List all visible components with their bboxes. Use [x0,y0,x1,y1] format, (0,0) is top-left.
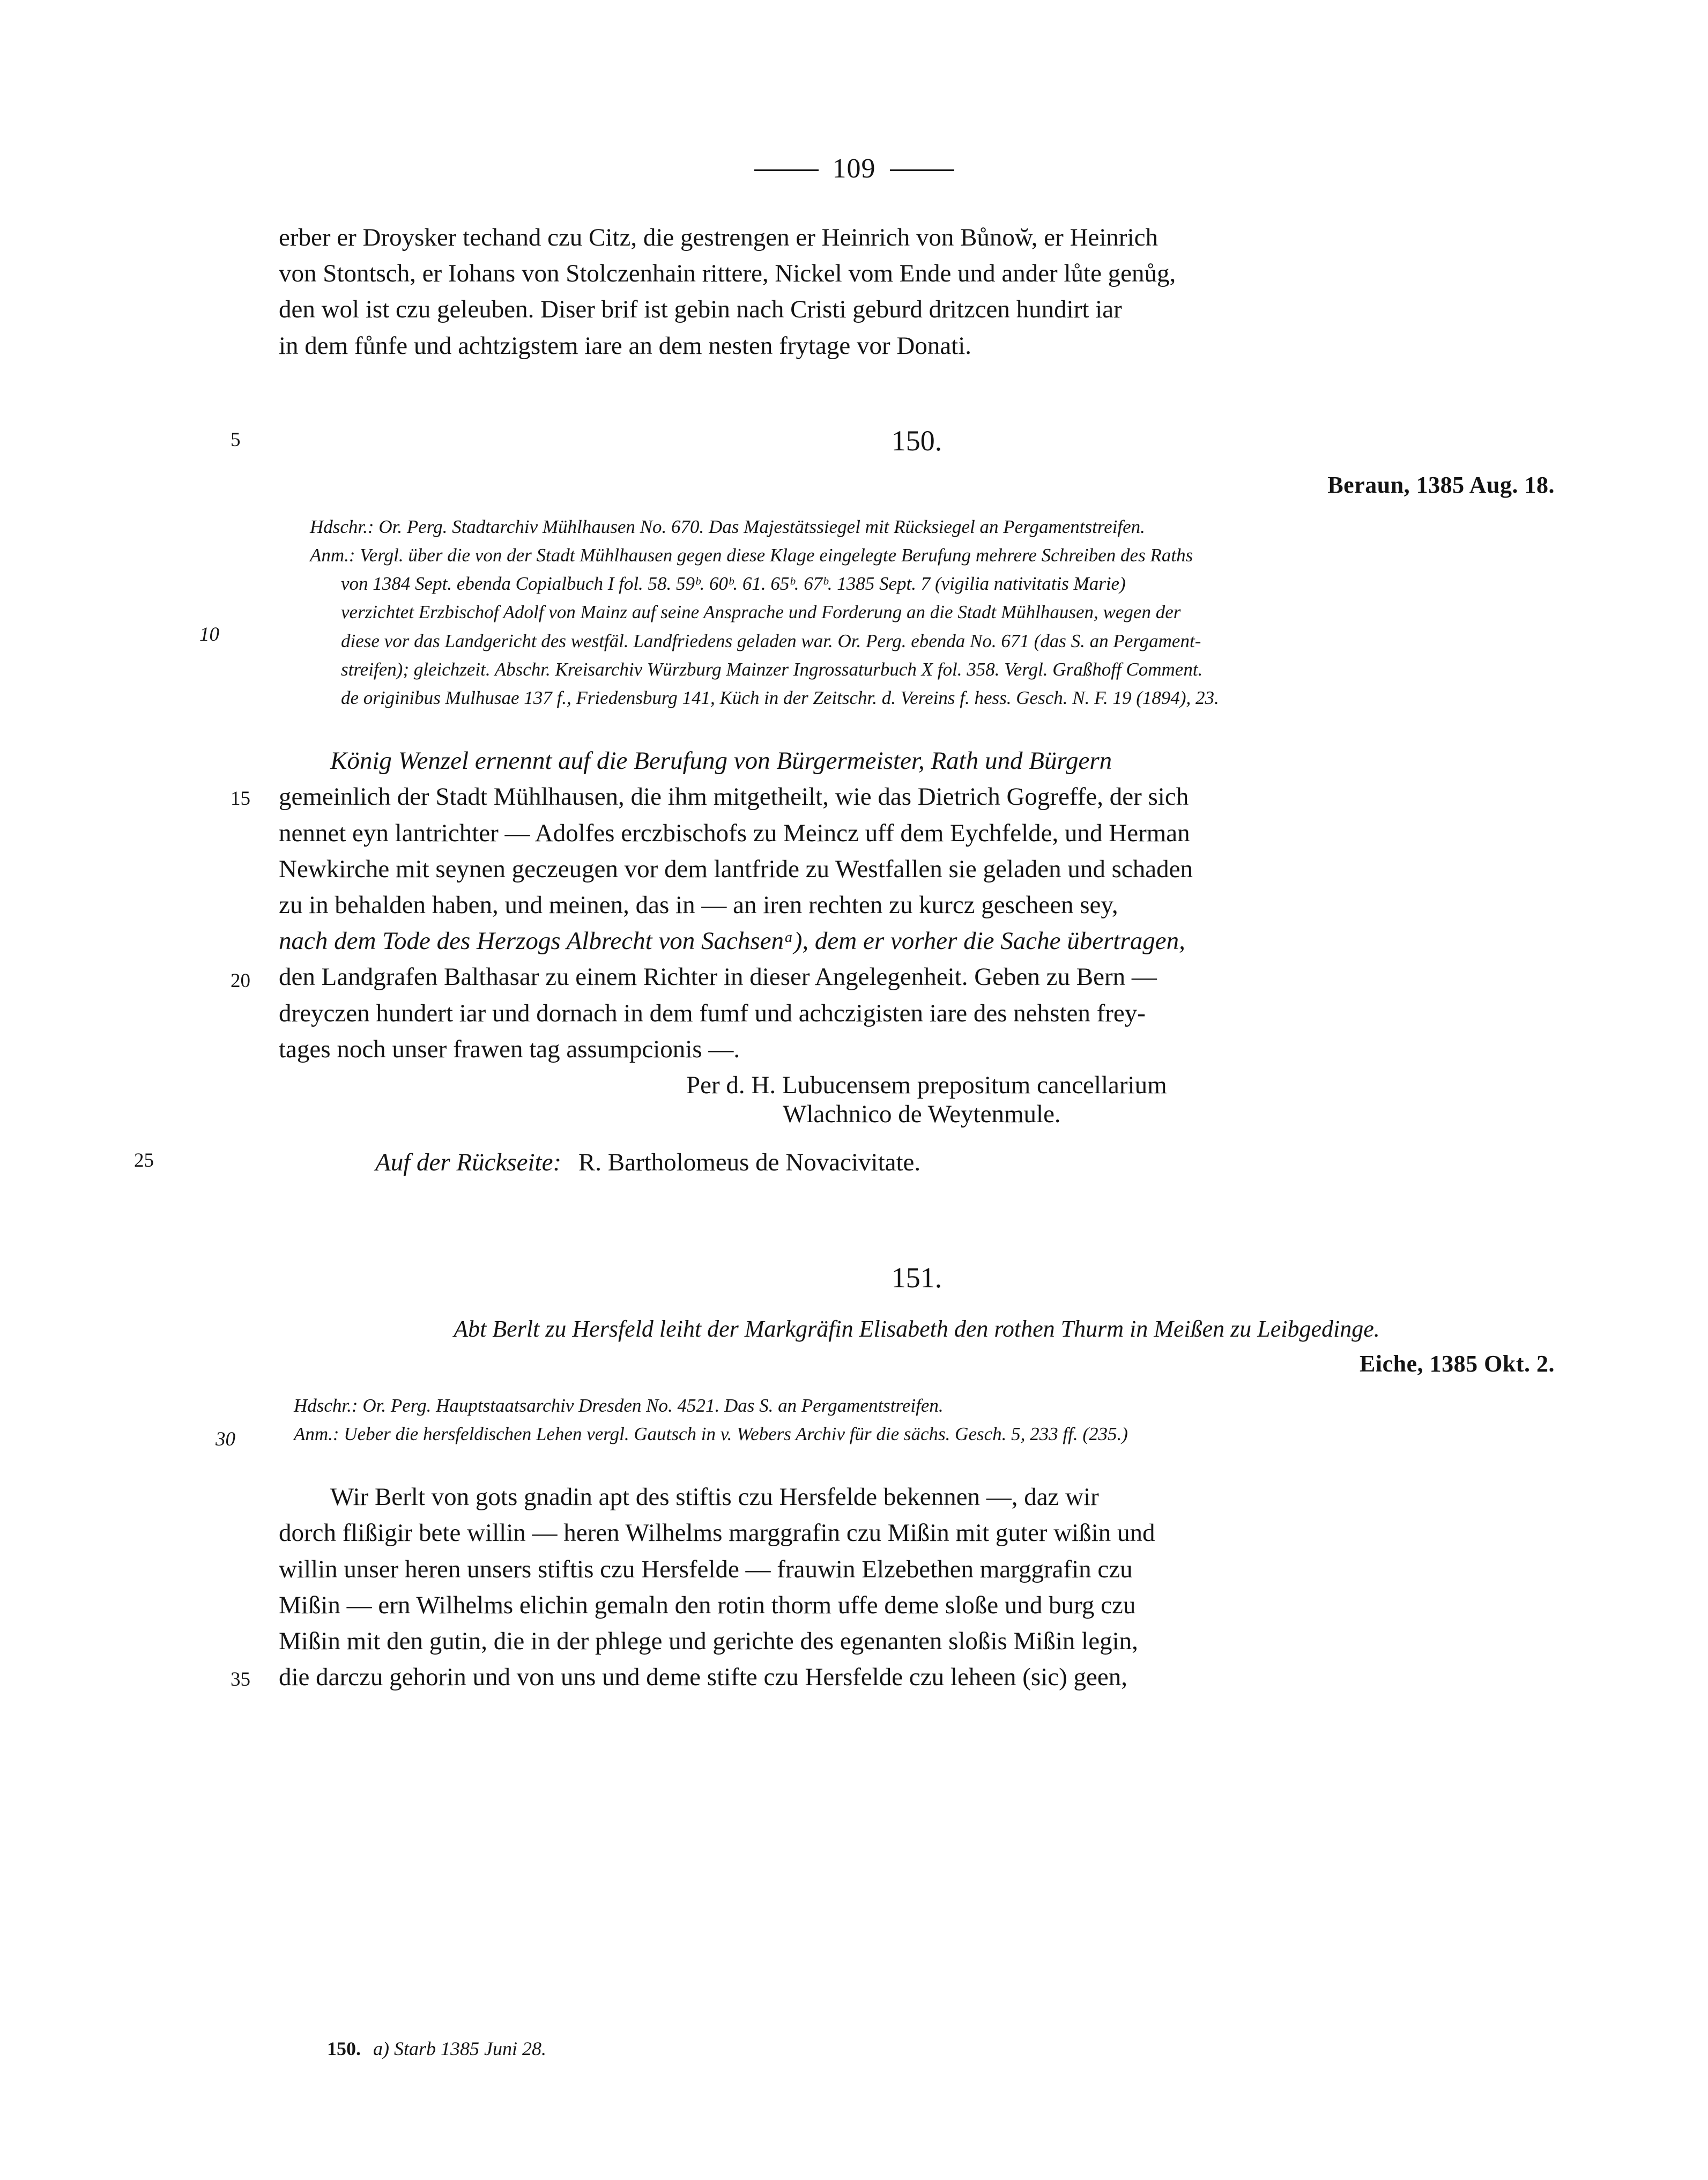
doc-150-dorsal [134,1145,1555,1181]
doc-150-line: nach dem Tode des Herzogs Albrecht von Sachsenᵃ), dem er vorher die Sache übertragen, [279,927,1185,955]
doc-150-line: nennet eyn lantrichter — Adolfes erczbischofs zu Meincz uff dem Eychfelde, und Herman [279,819,1190,847]
line-number-25: 25 [134,1149,154,1171]
top-paragraph-line: erber er Droysker techand czu Citz, die gestrengen er Heinrich von Bůnow̆, er Heinrich [279,224,1158,251]
apparatus-line: Hdschr.: Or. Perg. Stadtarchiv Mühlhausen No. 670. Das Majestätssiegel mit Rücksiegel an Pergamentstreifen. [310,516,1145,537]
doc-150-apparatus [199,513,1555,712]
apparatus-line: verzichtet Erzbischof Adolf von Mainz auf seine Ansprache und Forderung an die Stadt Mühlhausen, wegen der [341,602,1181,623]
doc-151-place-date: Eiche, 1385 Okt. 2. [1360,1350,1555,1377]
line-number-5: 5 [231,428,241,451]
doc-150-dorsal-label: Auf der Rückseite: [375,1148,562,1176]
line-number-15: 15 [231,788,250,810]
page-header [0,153,1708,184]
apparatus-line: streifen); gleichzeit. Abschr. Kreisarchiv Würzburg Mainzer Ingrossaturbuch X fol. 358. Vergl. Graßhoff Comment. [341,658,1203,680]
doc-150-number: 150. [891,424,942,457]
doc-150-dorsal-text: R. Bartholomeus de Novacivitate. [578,1148,921,1176]
apparatus-line: Anm.: Vergl. über die von der Stadt Mühlhausen gegen diese Klage eingelegte Berufung mehrere Schreiben des Raths [310,545,1193,566]
apparatus-line: Anm.: Ueber die hersfeldischen Lehen vergl. Gautsch in v. Webers Archiv für die sächs. Gesch. 5, 233 ff. (235.) [294,1423,1128,1444]
apparatus-line: de originibus Mulhusae 137 f., Friedensburg 141, Küch in der Zeitschr. d. Vereins f. hess. Gesch. N. F. 19 (1894), 23. [341,687,1219,708]
doc-150-line: Newkirche mit seynen geczeugen vor dem lantfride zu Westfallen sie geladen und schaden [279,855,1193,883]
doc-150-line: zu in behalden haben, und meinen, das in — an iren rechten zu kurcz gescheen sey, [279,891,1118,919]
doc-151-line: Mißin — ern Wilhelms elichin gemaln den rotin thorm uffe deme sloße und burg czu [279,1591,1136,1619]
doc-150-line: den Landgrafen Balthasar zu einem Richter in dieser Angelegenheit. Geben zu Bern — [279,963,1157,991]
line-number-30: 30 [216,1428,235,1450]
footnote-ref: 150. [327,2038,361,2059]
doc-151-line: Wir Berlt von gots gnadin apt des stiftis czu Hersfelde bekennen —, daz wir [330,1483,1099,1511]
doc-150-text [231,743,1555,1067]
top-paragraph-line: von Stontsch, er Iohans von Stolczenhain rittere, Nickel vom Ende und ander lůte genůg, [279,259,1176,288]
doc-151-apparatus [216,1391,1555,1450]
header-rule-left [754,169,819,171]
doc-150-line: tages noch unser frawen tag assumpcionis —. [279,1035,740,1063]
doc-150-line: gemeinlich der Stadt Mühlhausen, die ihm mitgetheilt, wie das Dietrich Gogreffe, der sich [279,783,1189,811]
doc-151-line: willin unser heren unsers stiftis czu Hersfelde — frauwin Elzebethen marggrafin czu [279,1555,1133,1583]
doc-151-title: Abt Berlt zu Hersfeld leiht der Markgräfin Elisabeth den rothen Thurm in Meißen zu Leibgedinge. [454,1316,1380,1343]
top-paragraph [279,220,1555,364]
header-rule-right [890,169,954,171]
top-paragraph-line: in dem fůnfe und achtzigstem iare an dem nesten frytage vor Donati. [279,331,972,360]
page-number: 109 [832,153,876,184]
footnote-text: a) Starb 1385 Juni 28. [373,2038,546,2059]
doc-150-signature-line-2: Wlachnico de Weytenmule. [783,1100,1061,1128]
doc-151-line: die darczu gehorin und von uns und deme stifte czu Hersfelde czu leheen (sic) geen, [279,1663,1128,1692]
doc-151-text [231,1479,1555,1695]
footnote [327,2037,546,2060]
apparatus-line: diese vor das Landgericht des westfäl. Landfriedens geladen war. Or. Perg. ebenda No. 671 (das S. an Pergament- [341,630,1201,651]
doc-150-line: dreyczen hundert iar und dornach in dem fumf und achczigisten iare des nehsten frey- [279,999,1146,1027]
line-number-20: 20 [231,970,250,992]
doc-151-number: 151. [891,1262,942,1294]
doc-151-line: Mißin mit den gutin, die in der phlege und gerichte des egenanten sloßis Mißin legin, [279,1627,1138,1655]
line-number-10: 10 [199,623,219,646]
doc-150-number-wrap [231,424,1555,457]
top-paragraph-line: den wol ist czu geleuben. Diser brif ist gebin nach Cristi geburd dritzcen hundirt iar [279,295,1122,324]
apparatus-line: Hdschr.: Or. Perg. Hauptstaatsarchiv Dresden No. 4521. Das S. an Pergamentstreifen. [294,1395,944,1416]
doc-150-signature-line-1: Per d. H. Lubucensem prepositum cancellarium [686,1071,1167,1099]
doc-151-line: dorch flißigir bete willin — heren Wilhelms marggrafin czu Mißin mit guter wißin und [279,1519,1155,1547]
doc-150-line: König Wenzel ernennt auf die Berufung von Bürgermeister, Rath und Bürgern [330,747,1112,775]
line-number-35: 35 [231,1669,250,1691]
doc-150-place-date: Beraun, 1385 Aug. 18. [1327,471,1555,498]
page-content [134,220,1555,1695]
apparatus-line: von 1384 Sept. ebenda Copialbuch I fol. 58. 59ᵇ. 60ᵇ. 61. 65ᵇ. 67ᵇ. 1385 Sept. 7 (vigilia nativitatis Marie) [341,573,1126,595]
